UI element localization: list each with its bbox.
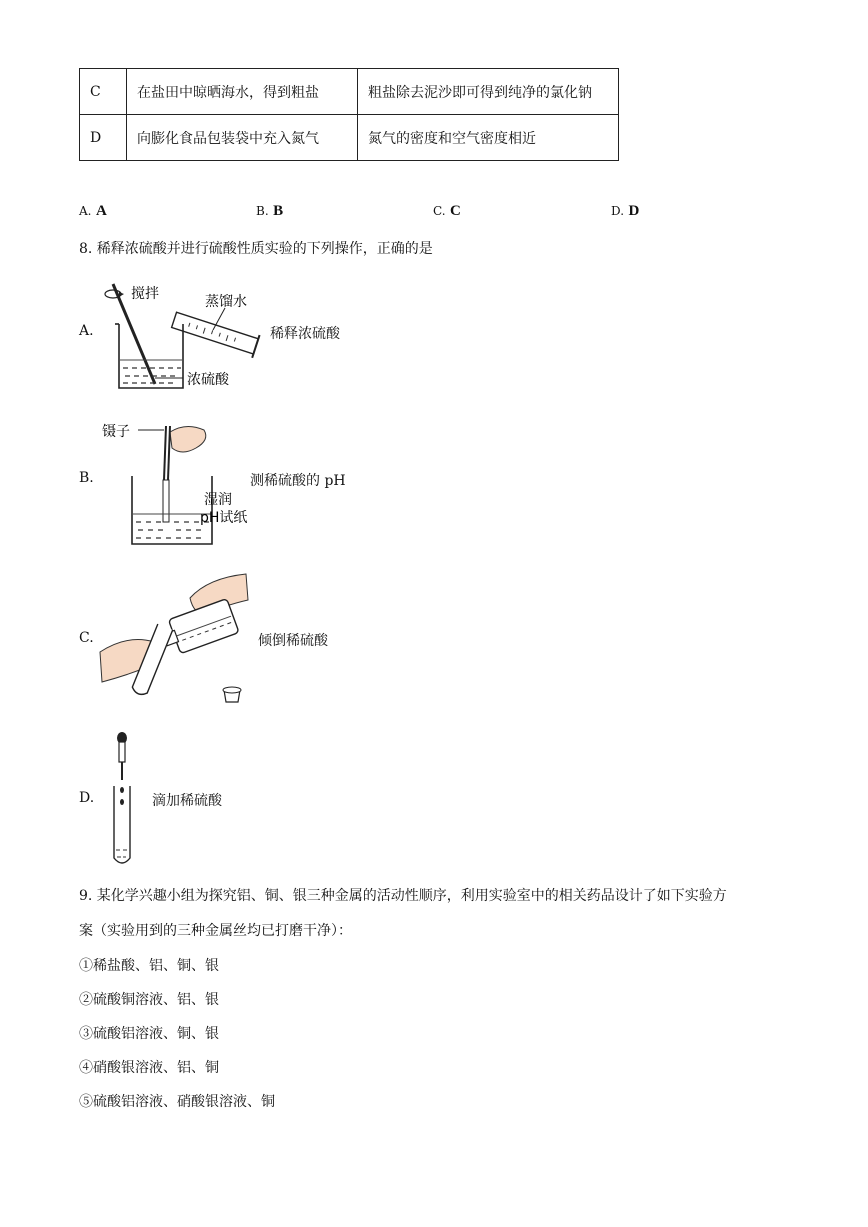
q8-stem: 8. 稀释浓硫酸并进行硫酸性质实验的下列操作，正确的是 [79, 241, 433, 257]
figure-label-ph-paper: pH试纸 [200, 510, 248, 526]
q8-option-a-caption: 稀释浓硫酸 [270, 326, 340, 342]
figure-label-tweezers: 镊子 [102, 424, 130, 440]
choice-prefix: D. [611, 204, 625, 218]
table-row [80, 69, 619, 115]
table-row [80, 115, 619, 161]
q9-stem-line1: 9. 某化学兴趣小组为探究铝、铜、银三种金属的活动性顺序，利用实验室中的相关药品设计了如下实验方 [79, 888, 727, 904]
q9-scheme-4: ④硝酸银溶液、铝、铜 [79, 1060, 219, 1076]
q8-option-c-label[interactable]: C. [79, 630, 94, 646]
ph-test-figure [100, 418, 250, 548]
choice-value: A [95, 203, 107, 219]
choice-prefix: A. [79, 204, 92, 218]
choice-value: B [273, 203, 284, 219]
q7-choice-c[interactable] [433, 203, 461, 220]
choice-value: D [628, 203, 640, 219]
table-cell-explanation: 粗盐除去泥沙即可得到纯净的氯化钠 [358, 69, 619, 115]
q7-choice-a[interactable] [79, 203, 107, 220]
pouring-figure [98, 570, 258, 710]
table-cell-explanation: 氮气的密度和空气密度相近 [358, 115, 619, 161]
q7-choice-d[interactable] [611, 203, 639, 220]
q9-scheme-2: ②硫酸铜溶液、铝、银 [79, 992, 219, 1008]
q9-scheme-1: ①稀盐酸、铝、铜、银 [79, 958, 219, 974]
q9-scheme-5: ⑤硫酸铝溶液、硝酸银溶液、铜 [79, 1094, 275, 1110]
q8-option-b-caption: 测稀硫酸的 pH [250, 473, 346, 489]
options-table [79, 68, 619, 161]
q9-scheme-3: ③硫酸铝溶液、铜、银 [79, 1026, 219, 1042]
q8-option-a-label[interactable]: A. [79, 323, 94, 339]
choice-value: C [450, 203, 461, 219]
choice-prefix: B. [256, 204, 269, 218]
dropper-figure [108, 730, 138, 870]
table-cell-operation: 向膨化食品包装袋中充入氮气 [127, 115, 358, 161]
table-cell-option: D [80, 115, 127, 161]
figure-label-acid: 浓硫酸 [187, 372, 229, 388]
choice-prefix: C. [433, 204, 446, 218]
q8-option-d-label[interactable]: D. [79, 790, 95, 806]
figure-label-stir: 搅拌 [131, 286, 159, 302]
table-cell-option: C [80, 69, 127, 115]
q7-choice-b[interactable] [256, 203, 283, 220]
q8-option-d-caption: 滴加稀硫酸 [152, 793, 222, 809]
q9-stem-line2: 案（实验用到的三种金属丝均已打磨干净）： [79, 923, 352, 939]
figure-label-water: 蒸馏水 [205, 294, 247, 310]
dilution-figure [95, 272, 275, 397]
q8-option-c-caption: 倾倒稀硫酸 [258, 633, 328, 649]
table-cell-operation: 在盐田中晾晒海水，得到粗盐 [127, 69, 358, 115]
q8-option-b-label[interactable]: B. [79, 470, 94, 486]
figure-label-wet: 湿润 [204, 492, 232, 508]
